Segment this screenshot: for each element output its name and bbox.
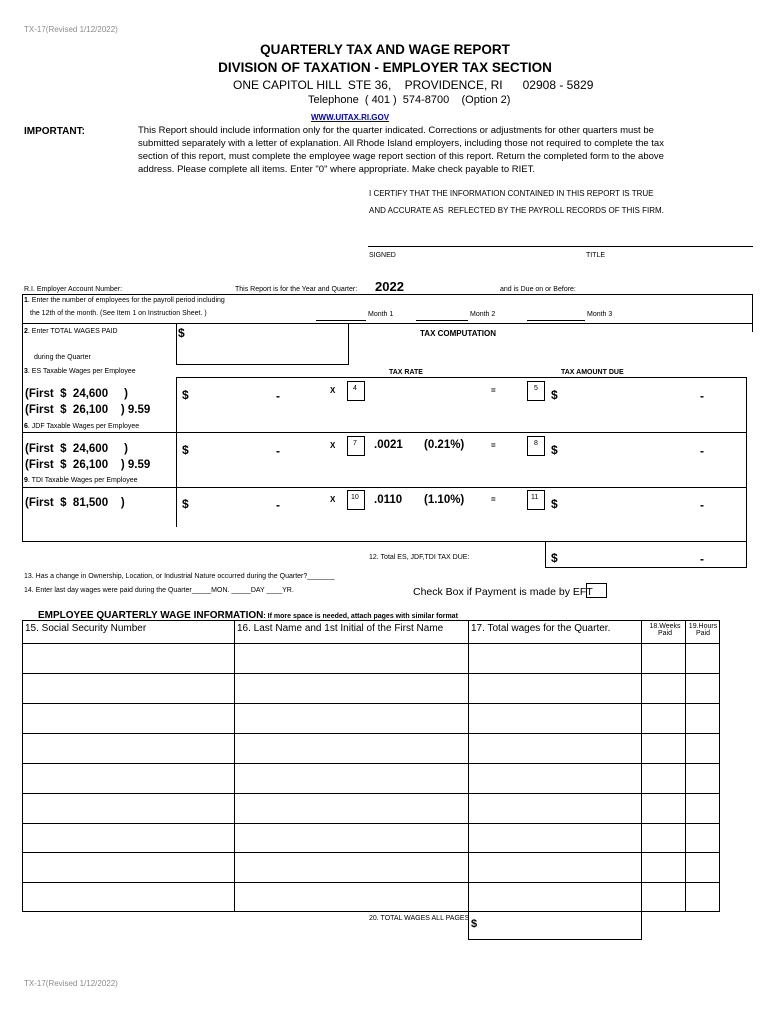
item3-first-2: (First $ 26,100 ) 9.59 (25, 404, 151, 416)
item9-box-10: 10 (347, 490, 365, 510)
month2-input[interactable] (416, 320, 468, 321)
table-row[interactable] (22, 733, 720, 734)
wage-col-divider-3 (641, 620, 642, 940)
tax-computation-title: TAX COMPUTATION (420, 329, 496, 338)
total-tax-due-field[interactable] (545, 541, 747, 568)
item6-due-dollar: $ (551, 443, 558, 457)
address: ONE CAPITOL HILL STE 36, PROVIDENCE, RI 02908 - 5829 (233, 78, 594, 92)
item9-due-dollar: $ (551, 497, 558, 511)
tax-amount-due-header: TAX AMOUNT DUE (561, 369, 624, 376)
item9-field-right (746, 487, 747, 542)
col-hours-header: 19.Hours Paid (688, 623, 718, 637)
tax-box-right (752, 294, 753, 332)
item3-dollar: $ (182, 388, 189, 402)
important-text: This Report should include information only for the quarter indicated. Corrections or adjustments for other quarters must be submitted separately with a letter of explanation. All Rhode Island employers, including those not required to complete the tax section of this report, must complete the employee wage report section of this report. Return the completed form to the above address. Please complete all items. Enter "0" where appropriate. Make check payable to RIET. (138, 125, 664, 175)
item3-bottom-line (22, 432, 747, 433)
item3-due-dash: - (700, 389, 704, 403)
item2-dollar: $ (178, 326, 185, 340)
division-title: DIVISION OF TAXATION - EMPLOYER TAX SECTION (218, 60, 552, 75)
item1-line1: 1. Enter the number of employees for the payroll period including (24, 297, 225, 304)
table-row[interactable] (22, 643, 720, 644)
item6-box-7: 7 (347, 436, 365, 456)
item3-label: 3. ES Taxable Wages per Employee (24, 368, 136, 375)
item6-due-dash: - (700, 444, 704, 458)
item20-label: 20. TOTAL WAGES ALL PAGES (369, 915, 470, 922)
item1-separator (22, 323, 753, 324)
tax-box-left (22, 294, 23, 542)
item14-last-wage-date[interactable]: 14. Enter last day wages were paid during the Quarter_____MON. _____DAY ____YR. (24, 587, 294, 594)
eft-label: Check Box if Payment is made by EFT (413, 586, 593, 598)
item13-ownership-change[interactable]: 13. Has a change in Ownership, Location, or Industrial Nature occurred during the Quarter?_______ (24, 573, 335, 580)
item9-box-11: 11 (527, 490, 545, 510)
item6-dollar: $ (182, 443, 189, 457)
item9-pct: (1.10%) (424, 494, 465, 506)
item6-dash: - (276, 444, 280, 458)
col-ssn-header: 15. Social Security Number (25, 623, 147, 634)
eft-checkbox[interactable] (586, 583, 607, 598)
table-row[interactable] (22, 823, 720, 824)
col-wages-header: 17. Total wages for the Quarter. (471, 623, 611, 634)
year-quarter-label: This Report is for the Year and Quarter: (235, 286, 358, 293)
wage-col-divider-2 (468, 620, 469, 912)
item6-eq: = (491, 441, 496, 450)
wage-info-title: EMPLOYEE QUARTERLY WAGE INFORMATION: If more space is needed, attach pages with similar format (38, 610, 458, 621)
item6-label: 6. JDF Taxable Wages per Employee (24, 423, 140, 430)
table-row[interactable] (22, 703, 720, 704)
item6-box-8: 8 (527, 436, 545, 456)
item6-x: X (330, 441, 336, 450)
wage-table (22, 620, 720, 912)
item12-dollar: $ (551, 551, 558, 565)
form-id-top: TX-17(Revised 1/12/2022) (24, 25, 118, 34)
due-date-label: and is Due on or Before: (500, 286, 576, 293)
month3-label: Month 3 (587, 311, 613, 318)
col-name-header: 16. Last Name and 1st Initial of the First Name (237, 623, 444, 634)
important-label: IMPORTANT: (24, 126, 85, 137)
item2-field-right (348, 323, 349, 365)
item9-field-left (176, 487, 177, 527)
certify-line-1: I CERTIFY THAT THE INFORMATION CONTAINED IN THIS REPORT IS TRUE (369, 189, 654, 198)
item12-dash: - (700, 552, 704, 566)
table-row[interactable] (22, 882, 720, 883)
item3-dash: - (276, 389, 280, 403)
item3-box-5: 5 (527, 381, 545, 401)
month1-label: Month 1 (368, 311, 394, 318)
item3-first-1: (First $ 24,600 ) (25, 388, 128, 400)
wage-col-divider-4 (685, 620, 686, 912)
tax-box-top (22, 294, 753, 295)
item2-sub: during the Quarter (34, 354, 91, 361)
total-wages-input[interactable] (177, 324, 348, 365)
item12-label: 12. Total ES, JDF,TDI TAX DUE: (369, 554, 470, 561)
wage-col-divider-1 (234, 620, 235, 912)
certify-line-2: AND ACCURATE AS REFLECTED BY THE PAYROLL RECORDS OF THIS FIRM. (369, 206, 664, 215)
item20-dollar: $ (471, 918, 478, 930)
item3-top-line (176, 377, 747, 378)
item6-bottom-line (22, 487, 747, 488)
item3-eq: = (491, 386, 496, 395)
item3-x: X (330, 386, 336, 395)
total-wages-all-pages-field[interactable] (468, 911, 642, 940)
item3-due-dollar: $ (551, 388, 558, 402)
form-title: QUARTERLY TAX AND WAGE REPORT (260, 42, 510, 57)
website-link[interactable]: WWW.UITAX.RI.GOV (311, 113, 390, 122)
item3-field-right (746, 377, 747, 432)
title-label: TITLE (586, 252, 606, 259)
month1-input[interactable] (316, 320, 366, 321)
item3-box-4: 4 (347, 381, 365, 401)
item9-rate: .0110 (374, 494, 403, 506)
month3-input[interactable] (527, 320, 585, 321)
item6-field-left (176, 432, 177, 487)
col-weeks-header: 18.Weeks Paid (649, 623, 681, 637)
account-number-label: R.I. Employer Account Number: (24, 286, 123, 293)
item9-x: X (330, 495, 336, 504)
table-row[interactable] (22, 673, 720, 674)
item9-dash: - (276, 498, 280, 512)
item6-first-1: (First $ 24,600 ) (25, 443, 128, 455)
item2-field-bottom (176, 364, 349, 365)
item9-dollar: $ (182, 497, 189, 511)
item3-field-left (176, 377, 177, 432)
item9-label: 9. TDI Taxable Wages per Employee (24, 477, 138, 484)
item1-line2: the 12th of the month. (See Item 1 on Instruction Sheet. ) (30, 310, 207, 317)
item6-first-2: (First $ 26,100 ) 9.59 (25, 459, 151, 471)
item6-rate: .0021 (374, 439, 403, 451)
table-row[interactable] (22, 793, 720, 794)
form-id-bottom: TX-17(Revised 1/12/2022) (24, 979, 118, 988)
item6-pct: (0.21%) (424, 439, 465, 451)
year-value: 2022 (375, 279, 404, 294)
item9-due-dash: - (700, 498, 704, 512)
table-row[interactable] (22, 763, 720, 764)
month2-label: Month 2 (470, 311, 496, 318)
item9-eq: = (491, 495, 496, 504)
item6-field-right (746, 432, 747, 487)
signature-line[interactable] (368, 246, 753, 247)
tax-rate-header: TAX RATE (389, 369, 423, 376)
telephone: Telephone ( 401 ) 574-8700 (Option 2) (308, 94, 511, 106)
item2-label: 2. Enter TOTAL WAGES PAID (24, 328, 118, 335)
table-row[interactable] (22, 852, 720, 853)
signed-label: SIGNED (369, 252, 396, 259)
item9-first: (First $ 81,500 ) (25, 497, 125, 509)
